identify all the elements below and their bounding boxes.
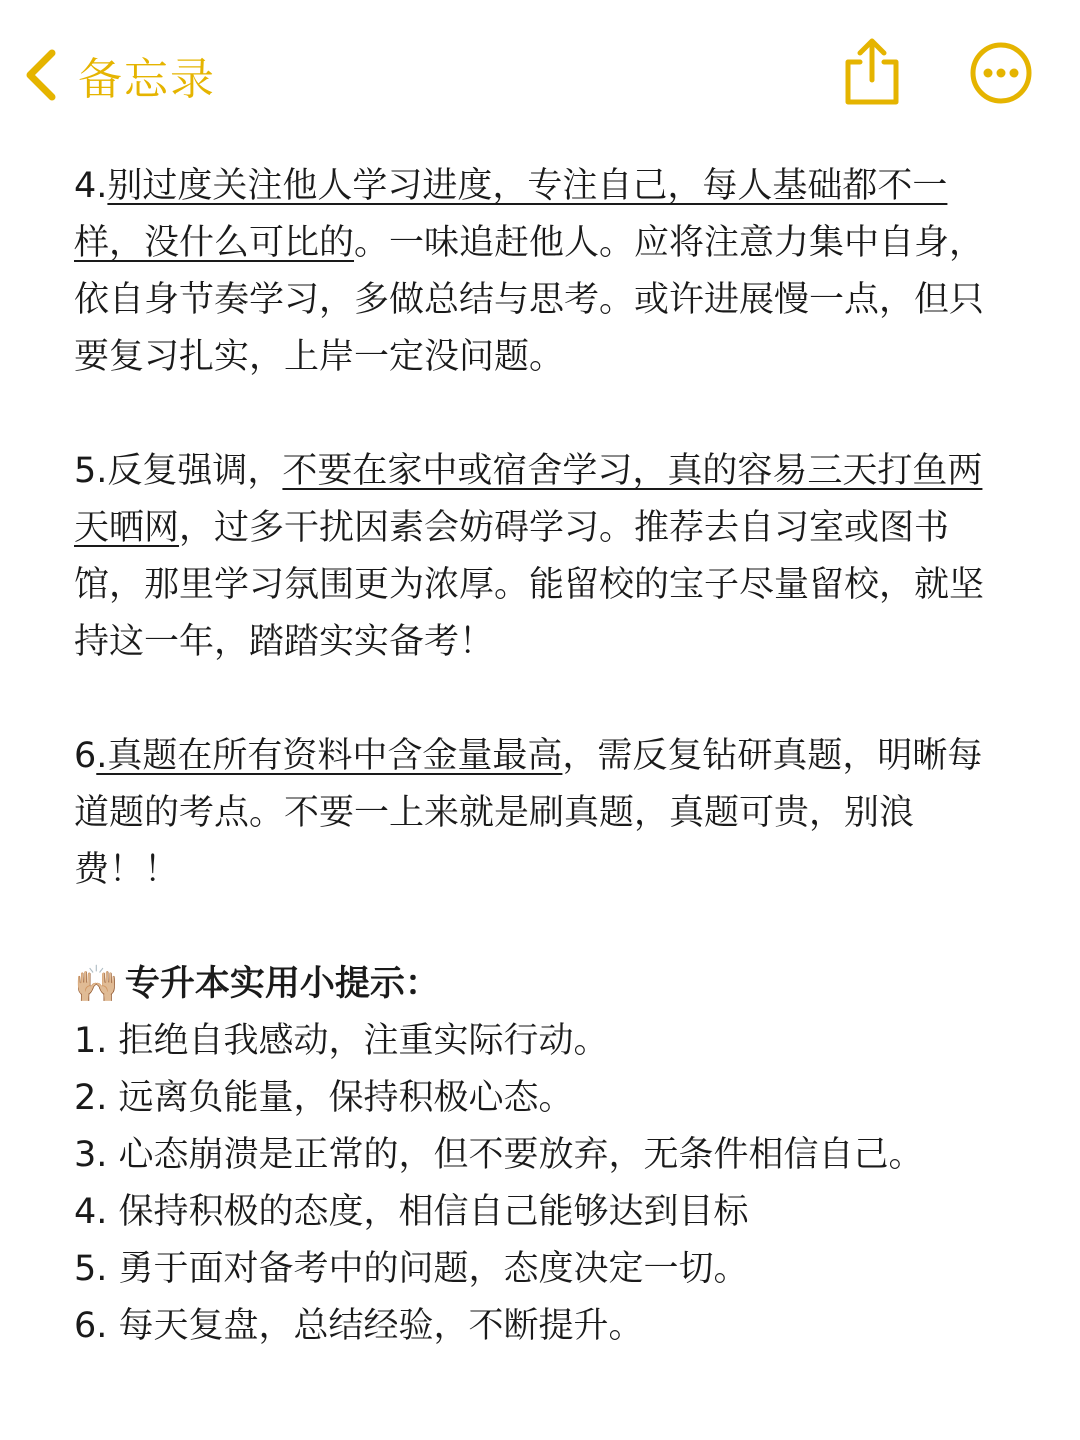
more-icon (968, 93, 1034, 112)
back-button[interactable] (22, 40, 216, 110)
note-section-4 (74, 158, 994, 386)
list-item: 1. 拒绝自我感动，注重实际行动。 (74, 1021, 609, 1061)
chevron-left-icon (22, 47, 58, 103)
list-item: 5. 勇于面对备考中的问题，态度决定一切。 (74, 1249, 749, 1289)
section-text: ，过多干扰因素会妨碍学习。推荐去自习室或图书馆，那里学习氛围更为浓厚。能留校的宝子尽量留校，就坚持这一年，踏踏实实备考！ (74, 508, 985, 662)
list-item: 6. 每天复盘，总结经验，不断提升。 (74, 1306, 644, 1346)
underlined-text: 不要在家中或宿舍学习，真的容易三天打鱼两天晒网 (74, 451, 983, 548)
section-text: ，需反复钻研真题，明晰每道题的考点。不要一上来就是刷真题，真题可贵，别浪费！！ (74, 736, 983, 890)
underlined-text: .真题在所有资料中含金量最高 (96, 736, 563, 776)
navigation-bar (0, 0, 1080, 140)
share-button[interactable] (840, 36, 904, 112)
list-item: 2. 远离负能量，保持积极心态。 (74, 1078, 574, 1118)
note-section-6 (74, 728, 994, 899)
note-body[interactable] (74, 158, 994, 1355)
section-number: 6 (74, 736, 97, 776)
more-button[interactable] (968, 36, 1034, 112)
list-item: 3. 心态崩溃是正常的，但不要放弃，无条件相信自己。 (74, 1135, 924, 1175)
share-icon (840, 93, 904, 112)
section-lead: 反复强调， (107, 451, 283, 491)
section-text: 。一味追赶他人。应将注意力集中自身，依自身节奏学习，多做总结与思考。或许进展慢一点，但只要复习扎实，上岸一定没问题。 (74, 223, 985, 377)
section-number: 5. (74, 451, 108, 491)
tips-heading (74, 956, 994, 1013)
list-item: 4. 保持积极的态度，相信自己能够达到目标 (74, 1192, 749, 1232)
back-label: 备忘录 (78, 54, 216, 105)
raised-hands-icon: 🙌🏼 (74, 964, 119, 1005)
underlined-text: 别过度关注他人学习进度，专注自己，每人基础都不一样，没什么可比的 (74, 166, 948, 263)
note-section-5 (74, 443, 994, 671)
section-number: 4. (74, 166, 108, 206)
tips-title: 专升本实用小提示： (124, 964, 440, 1004)
tips-list (74, 1013, 994, 1355)
